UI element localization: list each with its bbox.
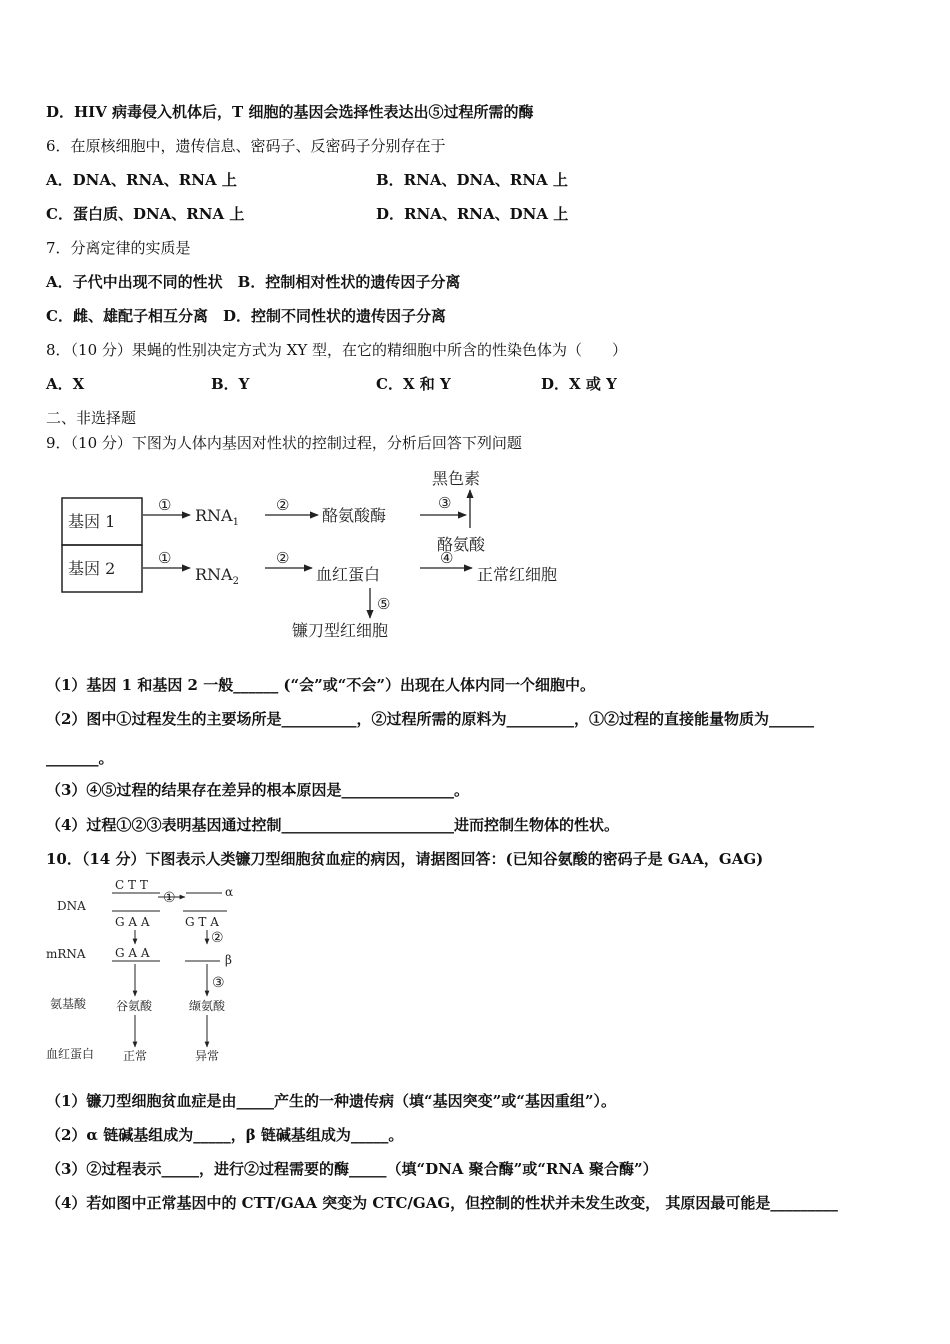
amino-acid-mutant: 缬氨酸: [189, 999, 226, 1013]
alpha-label: α: [225, 885, 234, 899]
tyrosinase-label: 酪氨酸酶: [322, 506, 387, 525]
rna2-text: RNA: [195, 565, 233, 584]
q5-option-d: D．HIV 病毒侵入机体后，T 细胞的基因会选择性表达出⑤过程所需的酶: [46, 103, 534, 121]
q7-stem: 7．分离定律的实质是: [46, 239, 191, 257]
q9-sub4: （4）过程①②③表明基因通过控制_______________________进而控制生物体的性状。: [46, 816, 619, 834]
step1-label: ①: [163, 890, 176, 906]
gene-control-diagram: [0, 460, 640, 650]
hemoglobin-label: 血红蛋白: [316, 565, 381, 584]
q9-sub2-a: （2）图中①过程发生的主要场所是__________，②过程所需的原料为_________，①②过程的直接能量物质为______: [46, 710, 814, 728]
q6-option-a: A．DNA、RNA、RNA 上: [46, 171, 237, 189]
q6-option-b: B．RNA、DNA、RNA 上: [376, 171, 568, 189]
step3-label: ③: [438, 494, 452, 512]
step1-row1-label: ①: [158, 496, 172, 514]
row-label-hemoglobin: 血红蛋白: [46, 1047, 95, 1061]
section-title: 二、非选择题: [46, 409, 137, 427]
q8-option-a: A．X: [46, 375, 85, 393]
mutated-strand: G T A: [185, 915, 219, 929]
q10-sub4: （4）若如图中正常基因中的 CTT/GAA 突变为 CTC/GAG，但控制的性状并未发生改变， 其原因最可能是_________: [46, 1194, 838, 1212]
step2-row2-label: ②: [276, 549, 290, 567]
q6-stem: 6．在原核细胞中，遗传信息、密码子、反密码子分别存在于: [46, 137, 446, 155]
gene2-label: 基因 2: [68, 559, 116, 578]
step4-label: ④: [440, 549, 454, 567]
q8-option-c: C．X 和 Y: [376, 375, 451, 393]
gene1-label: 基因 1: [68, 512, 116, 531]
sickle-cell-diagram: [0, 874, 300, 1070]
dna-top-strand: C T T: [115, 878, 148, 892]
q10-sub2: （2）α 链碱基组成为_____，β 链碱基组成为_____。: [46, 1126, 404, 1144]
dna-bottom-strand: G A A: [115, 915, 150, 929]
q10-stem: 10．（14 分）下图表示人类镰刀型细胞贫血症的病因，请据图回答：(已知谷氨酸的密码子是 GAA，GAG): [46, 850, 764, 868]
q6-option-d: D．RNA、RNA、DNA 上: [376, 205, 569, 223]
step5-label: ⑤: [377, 595, 391, 613]
step3-label: ③: [212, 975, 225, 991]
rna2-label: [195, 565, 239, 587]
rna2-sub: 2: [232, 576, 239, 587]
q8-option-d: D．X 或 Y: [541, 375, 617, 393]
q9-sub2-b: _______。: [46, 749, 114, 767]
amino-acid-normal: 谷氨酸: [116, 999, 153, 1013]
sickle-rbc-label: 镰刀型红细胞: [292, 621, 389, 640]
rna1-label: [195, 506, 239, 528]
melanin-label: 黑色素: [432, 469, 481, 488]
q8-option-b: B．Y: [211, 375, 250, 393]
q10-sub1: （1）镰刀型细胞贫血症是由_____产生的一种遗传病（填“基因突变”或“基因重组”）。: [46, 1092, 616, 1110]
tyrosine-label: 酪氨酸: [437, 535, 486, 554]
q8-stem: 8．（10 分）果蝇的性别决定方式为 XY 型，在它的精细胞中所含的性染色体为（ ）: [46, 341, 628, 359]
mrna-normal: G A A: [115, 946, 150, 960]
rna1-text: RNA: [195, 506, 233, 525]
q7-options-ab: A．子代中出现不同的性状 B．控制相对性状的遗传因子分离: [46, 273, 461, 291]
rna1-sub: 1: [232, 517, 239, 528]
q9-sub3: （3）④⑤过程的结果存在差异的根本原因是_______________。: [46, 781, 469, 799]
step2-row1-label: ②: [276, 496, 290, 514]
row-label-mrna: mRNA: [46, 947, 86, 961]
step2-label: ②: [211, 930, 224, 946]
row-label-amino-acid: 氨基酸: [50, 997, 87, 1011]
step1-row2-label: ①: [158, 549, 172, 567]
normal-rbc-label: 正常红细胞: [477, 565, 558, 584]
row-label-dna: DNA: [57, 899, 86, 913]
q9-stem: 9．（10 分）下图为人体内基因对性状的控制过程，分析后回答下列问题: [46, 434, 522, 452]
hemoglobin-abnormal: 异常: [195, 1049, 220, 1063]
beta-label: β: [225, 953, 232, 967]
q7-options-cd: C．雌、雄配子相互分离 D．控制不同性状的遗传因子分离: [46, 307, 446, 325]
q9-sub1: （1）基因 1 和基因 2 一般______ (“会”或“不会”）出现在人体内同一个细胞中。: [46, 676, 596, 694]
q10-sub3: （3）②过程表示_____，进行②过程需要的酶_____（填“DNA 聚合酶”或“RNA 聚合酶”）: [46, 1160, 658, 1178]
hemoglobin-normal: 正常: [123, 1049, 148, 1063]
q6-option-c: C．蛋白质、DNA、RNA 上: [46, 205, 245, 223]
